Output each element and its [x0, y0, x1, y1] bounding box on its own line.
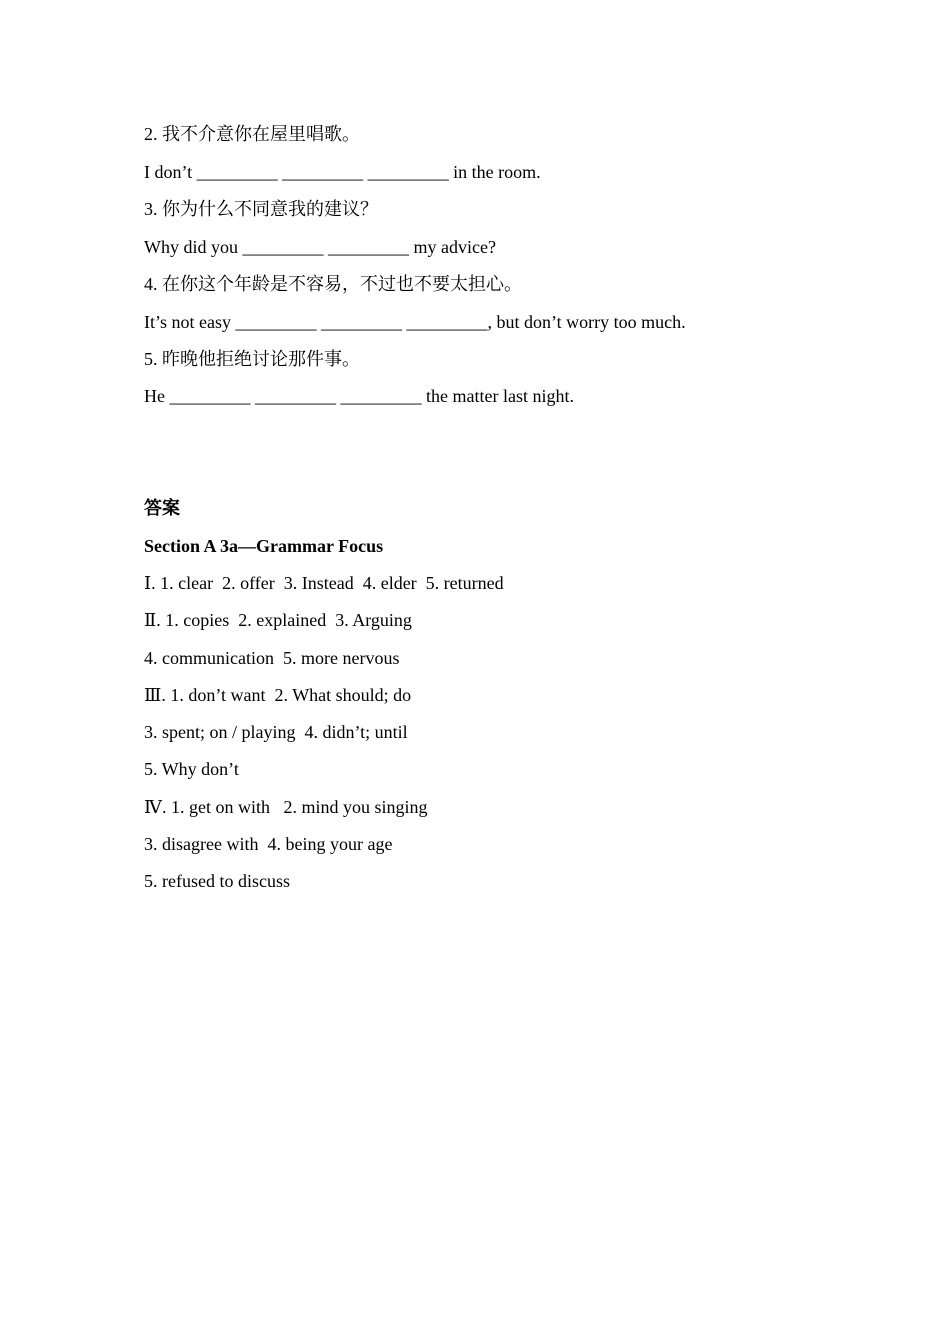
answer-line: 3. disagree with 4. being your age [144, 834, 393, 854]
answers-heading: 答案 [144, 498, 180, 518]
question-2-chinese: 2. 我不介意你在屋里唱歌。 [144, 124, 360, 144]
answer-line: 5. refused to discuss [144, 871, 290, 891]
answers-section-title: Section A 3a—Grammar Focus [144, 536, 384, 556]
question-5-chinese: 5. 昨晚他拒绝讨论那件事。 [144, 349, 360, 369]
answer-line: 5. Why don’t [144, 759, 239, 779]
question-3-english: Why did you _________ _________ my advice? [144, 237, 496, 257]
question-4-english: It’s not easy _________ _________ _________, but don’t worry too much. [144, 312, 686, 332]
answer-line: Ⅱ. 1. copies 2. explained 3. Arguing [144, 610, 412, 630]
answer-line: Ⅳ. 1. get on with 2. mind you singing [144, 797, 428, 817]
question-3-chinese: 3. 你为什么不同意我的建议？ [144, 199, 378, 219]
answer-line: 3. spent; on / playing 4. didn’t; until [144, 722, 408, 742]
answer-line: Ⅲ. 1. don’t want 2. What should; do [144, 685, 412, 705]
question-5-english: He _________ _________ _________ the matter last night. [144, 386, 574, 406]
question-2-english: I don’t _________ _________ _________ in the room. [144, 162, 541, 182]
answer-line: 4. communication 5. more nervous [144, 648, 400, 668]
question-4-chinese: 4. 在你这个年龄是不容易，不过也不要太担心。 [144, 274, 522, 294]
answer-line: Ⅰ. 1. clear 2. offer 3. Instead 4. elder 5. returned [144, 573, 504, 593]
